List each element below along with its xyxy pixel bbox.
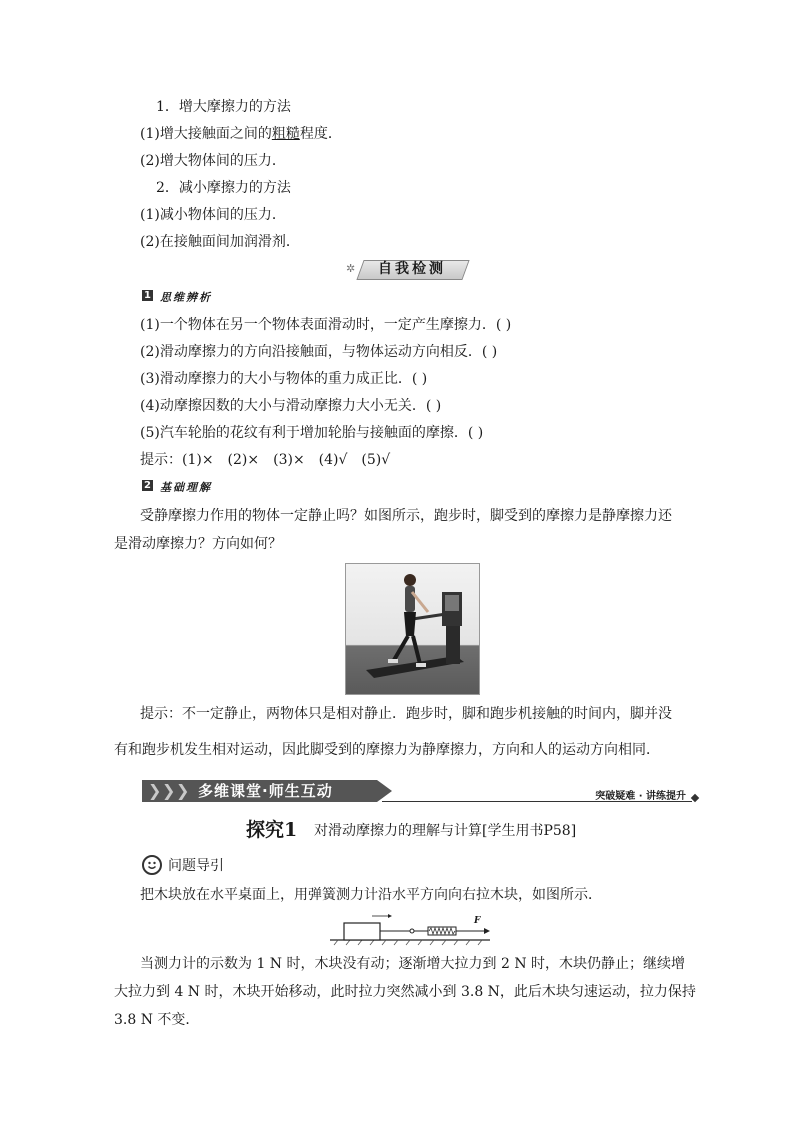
guide-label: 问题导引 bbox=[168, 858, 224, 874]
hint-answers: 提示：(1)× (2)× (3)× (4)√ (5)√ bbox=[140, 452, 391, 468]
runner-back-leg bbox=[394, 636, 408, 660]
para-line-2: 大拉力到 4 N 时，木块开始移动，此时拉力突然减小到 3.8 N，此后木块匀速运动，拉力保持 bbox=[114, 984, 696, 1000]
section-1-label: 思维辨析 bbox=[160, 291, 212, 304]
smile-eye-left bbox=[148, 862, 150, 864]
increase-item-1 bbox=[140, 125, 342, 143]
diamond-icon bbox=[691, 794, 699, 802]
runner-shorts bbox=[404, 612, 416, 636]
statement-5: (5)汽车轮胎的花纹有利于增加轮胎与接触面的摩擦．( ) bbox=[140, 425, 484, 441]
runner-shoe-front bbox=[416, 663, 426, 667]
statement-3: (3)滑动摩擦力的大小与物体的重力成正比．( ) bbox=[140, 371, 428, 387]
wooden-block bbox=[344, 923, 380, 940]
treadmill-column bbox=[446, 624, 460, 664]
runner-front-leg bbox=[413, 636, 420, 664]
spring-scale-diagram bbox=[328, 912, 494, 946]
decrease-heading: 2．减小摩擦力的方法 bbox=[156, 180, 291, 196]
increase-item-1-underlined: 粗糙 bbox=[271, 126, 300, 142]
decrease-item-2: (2)在接触面间加润滑剂． bbox=[140, 234, 300, 250]
classroom-right-text: 突破疑难 · 讲练提升 bbox=[595, 791, 686, 802]
statement-1: (1)一个物体在另一个物体表面滑动时，一定产生摩擦力．( ) bbox=[140, 317, 512, 333]
force-arrowhead bbox=[484, 928, 490, 934]
explore-title: 对滑动摩擦力的理解与计算[学生用书P58] bbox=[314, 823, 577, 839]
section-2-label: 基础理解 bbox=[160, 481, 212, 494]
increase-item-1-before: (1)增大接触面之间的 bbox=[140, 126, 272, 142]
table-hatching bbox=[334, 940, 482, 945]
question-line-2: 是滑动摩擦力？方向如何？ bbox=[114, 536, 282, 552]
treadmill-illustration bbox=[346, 564, 479, 694]
question-line-1: 受静摩擦力作用的物体一定静止吗？如图所示，跑步时，脚受到的摩擦力是静摩擦力还 bbox=[140, 508, 672, 524]
classroom-banner bbox=[142, 780, 700, 802]
motion-arrowhead bbox=[388, 914, 392, 918]
chevron-right-icon: ❯ bbox=[148, 781, 162, 800]
smile-face bbox=[144, 857, 160, 873]
answer-line-1: 提示：不一定静止，两物体只是相对静止．跑步时，脚和跑步机接触的时间内，脚并没 bbox=[140, 706, 672, 722]
section-2-icon: 2 bbox=[142, 480, 153, 491]
decrease-item-1: (1)减小物体间的压力． bbox=[140, 207, 286, 223]
statement-2: (2)滑动摩擦力的方向沿接触面，与物体运动方向相反．( ) bbox=[140, 344, 498, 360]
statement-4: (4)动摩擦因数的大小与滑动摩擦力大小无关．( ) bbox=[140, 398, 442, 414]
treadmill-screen bbox=[445, 595, 459, 611]
smile-icon bbox=[142, 855, 162, 875]
smile-mouth bbox=[149, 867, 156, 869]
increase-item-2: (2)增大物体间的压力． bbox=[140, 153, 286, 169]
smile-eye-right bbox=[153, 862, 155, 864]
force-label: F bbox=[474, 916, 481, 926]
explore-number: 探究1 bbox=[246, 819, 298, 841]
para-line-3: 3.8 N 不变． bbox=[114, 1012, 200, 1028]
runner-torso bbox=[405, 586, 415, 612]
runner-head bbox=[404, 574, 416, 586]
self-check-title: 自我检测 bbox=[378, 261, 446, 277]
answer-line-2: 有和跑步机发生相对运动，因此脚受到的摩擦力为静摩擦力，方向和人的运动方向相同． bbox=[114, 742, 660, 758]
guide-text: 把木块放在水平桌面上，用弹簧测力计沿水平方向向右拉木块，如图所示． bbox=[140, 887, 602, 903]
runner-shoe-back bbox=[388, 659, 398, 663]
chevron-right-icon: ❯ bbox=[162, 781, 176, 800]
increase-heading: 1．增大摩擦力的方法 bbox=[156, 99, 291, 115]
hook bbox=[410, 929, 414, 933]
chevron-right-icon: ❯ bbox=[176, 781, 190, 800]
self-check-banner bbox=[346, 258, 472, 280]
section-1-icon: 1 bbox=[142, 290, 153, 301]
treadmill-photo bbox=[345, 563, 480, 695]
sparkle-icon: ✲ bbox=[346, 262, 356, 275]
increase-item-1-after: 程度． bbox=[299, 126, 342, 142]
para-line-1: 当测力计的示数为 1 N 时，木块没有动；逐渐增大拉力到 2 N 时，木块仍静止；继续增 bbox=[140, 956, 686, 972]
spring-scale-svg bbox=[328, 912, 494, 946]
classroom-title: 多维课堂·师生互动 bbox=[198, 782, 333, 800]
